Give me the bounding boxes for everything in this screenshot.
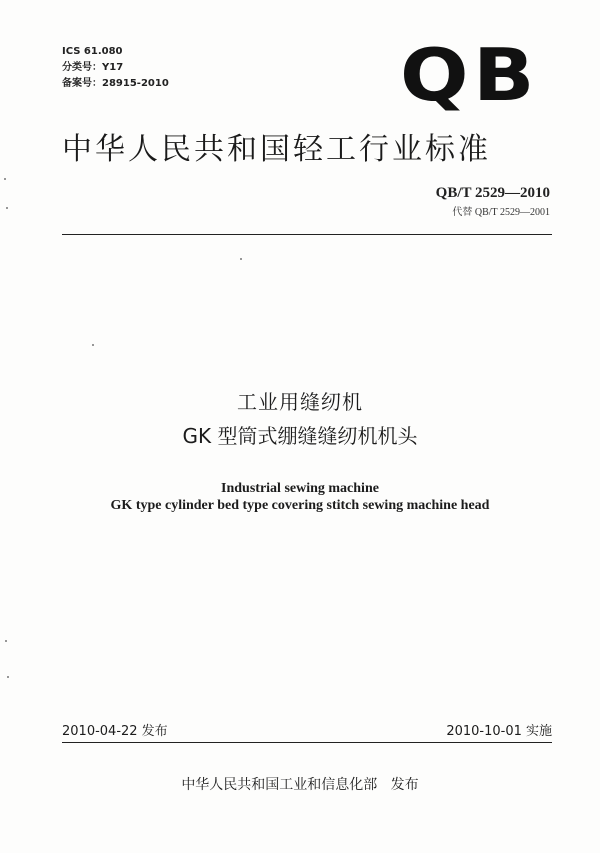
ics-code: ICS 61.080 xyxy=(62,46,123,57)
top-divider xyxy=(62,234,552,235)
scan-speck xyxy=(92,344,94,346)
replaces-standard: 代替 QB/T 2529—2001 xyxy=(452,207,550,218)
classification-block xyxy=(62,44,169,92)
record-number: 备案号：28915-2010 xyxy=(62,78,169,89)
scan-speck xyxy=(4,178,6,180)
scan-speck xyxy=(5,640,7,642)
title-cn-line1: 工业用缝纫机 xyxy=(237,390,363,414)
classification-number: 分类号：Y17 xyxy=(62,62,124,73)
title-en-line1: Industrial sewing machine xyxy=(221,481,379,496)
scan-speck xyxy=(6,207,8,209)
qb-logo: QB xyxy=(400,33,539,117)
title-en-line2: GK type cylinder bed type covering stitch sewing machine head xyxy=(110,498,490,513)
implementation-date: 2010-10-01 实施 xyxy=(446,724,552,739)
issuing-authority: 中华人民共和国工业和信息化部 发布 xyxy=(181,777,419,793)
bottom-divider xyxy=(62,742,552,743)
title-cn-line2: GK 型筒式绷缝缝纫机机头 xyxy=(182,424,418,448)
standard-number: QB/T 2529—2010 xyxy=(435,185,550,201)
scan-speck xyxy=(7,676,9,678)
scan-speck xyxy=(240,258,242,260)
standard-category-title: 中华人民共和国轻工行业标准 xyxy=(62,132,491,167)
issue-date: 2010-04-22 发布 xyxy=(62,724,168,739)
